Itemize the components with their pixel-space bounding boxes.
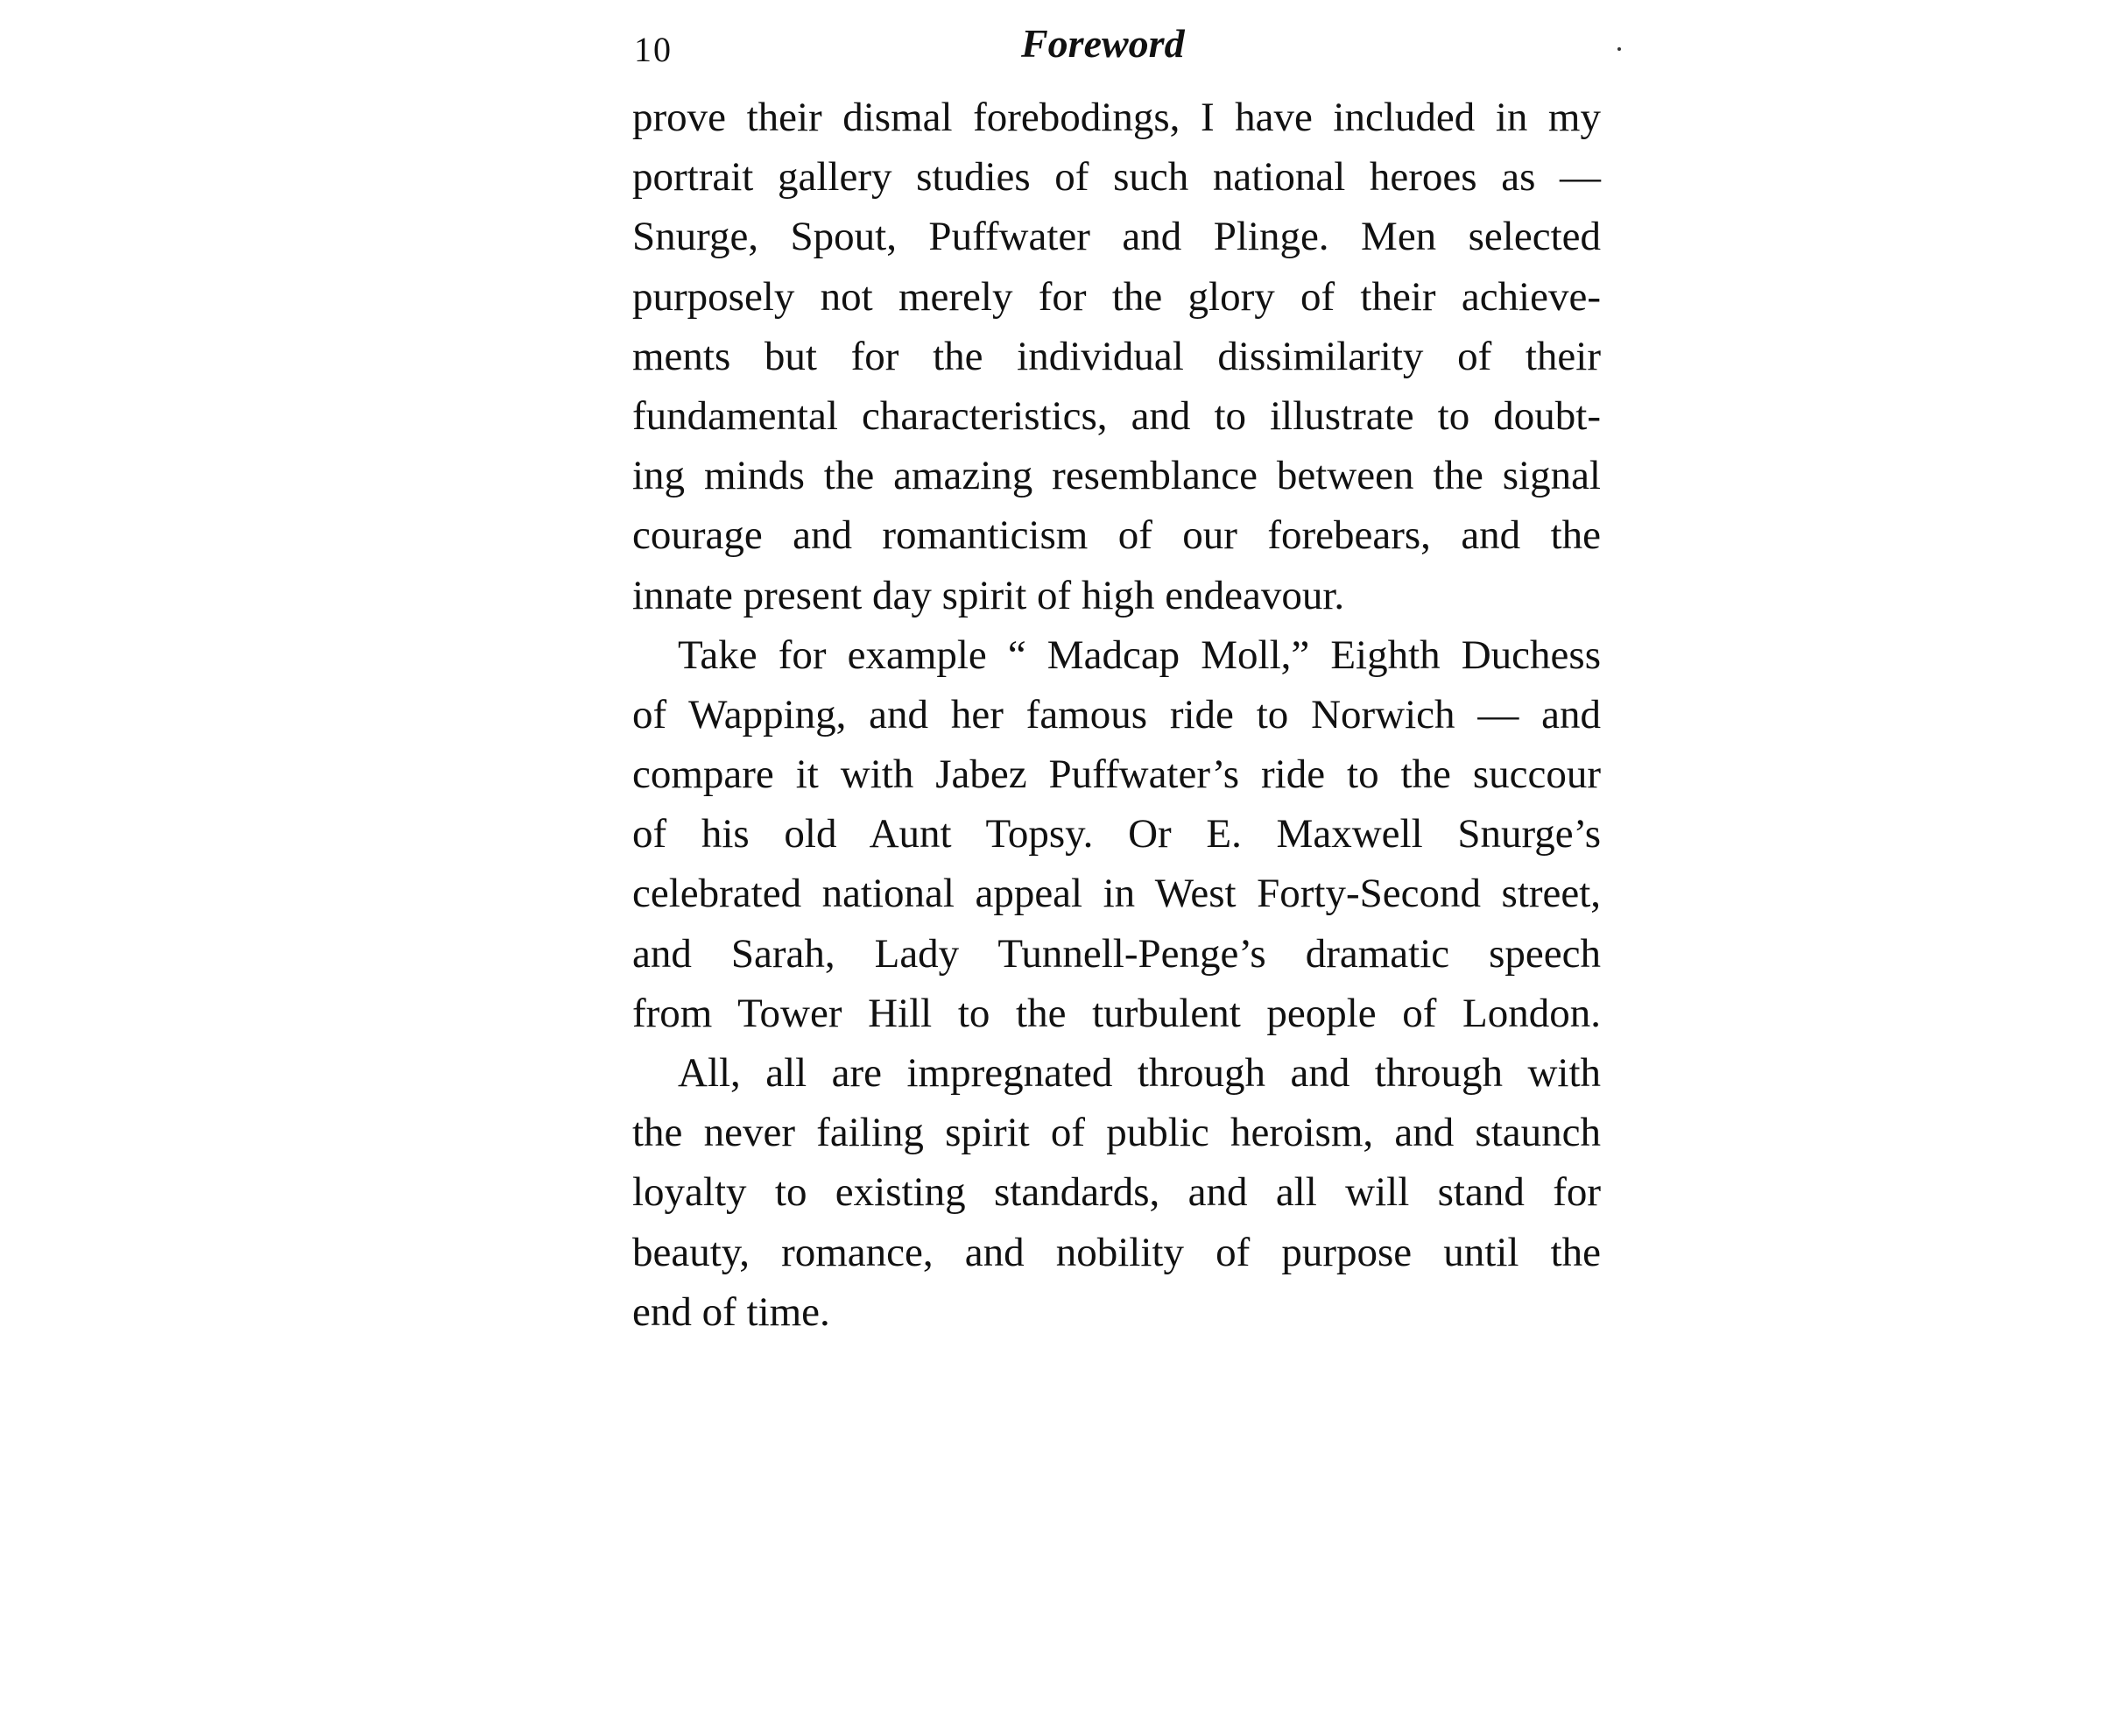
text-line: portrait gallery studies of such national heroes as —	[632, 154, 1601, 201]
text-line: and Sarah, Lady Tunnell-Penge’s dramatic speech	[632, 930, 1601, 977]
text-line: compare it with Jabez Puffwater’s ride to the succour	[632, 752, 1601, 798]
text-line: celebrated national appeal in West Forty-Second street,	[632, 871, 1601, 917]
text-line: fundamental characteristics, and to illustrate to doubt-	[632, 392, 1601, 439]
text-line: All, all are impregnated through and through with	[678, 1050, 1601, 1096]
text-line: Snurge, Spout, Puffwater and Plinge. Men selected	[632, 214, 1601, 260]
text-line: the never failing spirit of public heroism, and staunch	[632, 1110, 1601, 1156]
running-head	[632, 19, 1622, 72]
text-line: from Tower Hill to the turbulent people of London.	[632, 990, 1601, 1036]
paragraph-1	[632, 88, 1601, 625]
text-line: ing minds the amazing resemblance between the signal	[632, 453, 1601, 499]
page-number: 10	[634, 30, 673, 69]
text-line: of Wapping, and her famous ride to Norwich — and	[632, 691, 1601, 737]
text-line: loyalty to existing standards, and all will stand for	[632, 1169, 1601, 1216]
body-text	[632, 88, 1601, 1342]
paragraph-2	[632, 625, 1601, 1043]
text-line: prove their dismal forebodings, I have included in my	[632, 95, 1601, 140]
text-line: innate present day spirit of high endeavour.	[632, 572, 1345, 618]
print-speck	[1617, 47, 1621, 51]
text-line: end of time.	[632, 1288, 830, 1335]
running-head-title: Foreword	[1021, 21, 1185, 66]
text-line: Take for example “ Madcap Moll,” Eighth Duchess	[678, 632, 1601, 678]
text-line: ments but for the individual dissimilarity of their	[632, 333, 1601, 379]
text-line: purposely not merely for the glory of their achieve-	[632, 273, 1601, 320]
paragraph-3	[632, 1043, 1601, 1342]
text-line: of his old Aunt Topsy. Or E. Maxwell Snurge’s	[632, 811, 1601, 857]
text-line: courage and romanticism of our forebears, and the	[632, 512, 1601, 559]
text-line: beauty, romance, and nobility of purpose until the	[632, 1229, 1601, 1275]
